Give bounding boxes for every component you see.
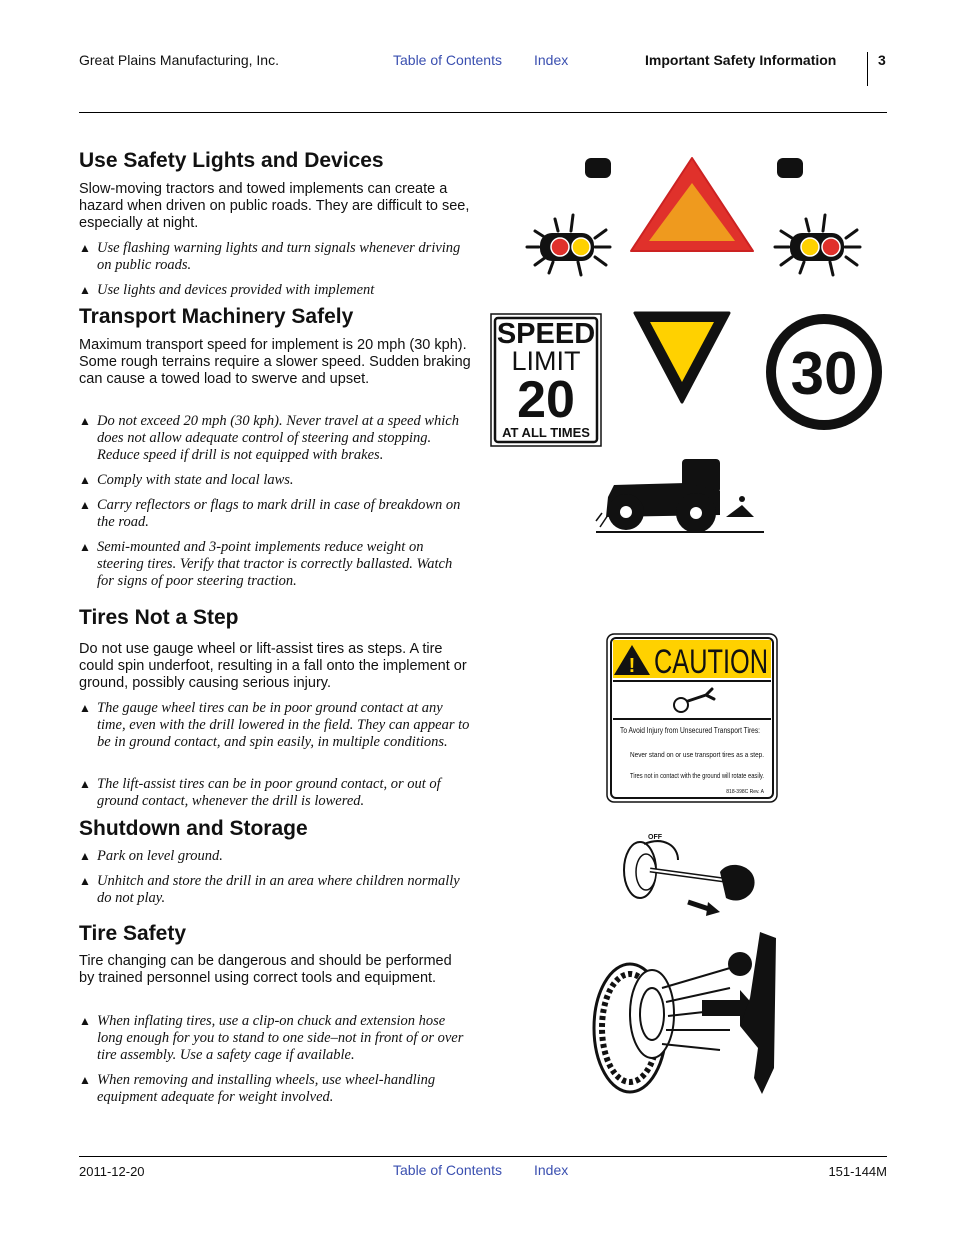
round-sign-number: 30	[790, 340, 858, 407]
list-item: ▲ Park on level ground.	[79, 848, 223, 864]
svg-text:!: !	[628, 655, 636, 677]
speed-sign-line2: LIMIT	[511, 346, 581, 376]
speed-sign-number: 20	[517, 371, 575, 429]
decal-title: To Avoid Injury from Unsecured Transport Tires:	[620, 726, 760, 735]
footer-date: 2011-12-20	[79, 1164, 145, 1179]
smv-emblem-icon	[631, 158, 753, 251]
paragraph-tires-not-step: Do not use gauge wheel or lift-assist tires as steps. A tire could spin underfoot, resulting in a fall onto the implement or ground, possibly causing serious injury.	[79, 641, 467, 691]
decal-part-number: 818-398C Rev. A	[726, 789, 764, 795]
key-off-label: OFF	[648, 834, 662, 841]
light-housing-icon	[585, 158, 611, 178]
footer-index-link[interactable]: Index	[534, 1162, 569, 1178]
flashing-light-right-icon	[775, 215, 860, 275]
smv-lights-figure	[515, 155, 870, 275]
heading-tires-not-step: Tires Not a Step	[79, 606, 239, 629]
header-rule	[79, 112, 887, 113]
footer-rule	[79, 1156, 887, 1157]
caution-decal	[606, 633, 778, 803]
company-name: Great Plains Manufacturing, Inc.	[79, 52, 279, 68]
caution-heading: CAUTION	[654, 643, 768, 681]
paragraph-safety-lights: Slow-moving tractors and towed implements can create a hazard when driven on public roads. They are difficult to see, especially at night.	[79, 181, 470, 231]
list-item: ▲ When removing and installing wheels, use wheel-handling equipment adequate for weight involved.	[79, 1072, 436, 1105]
heading-tire-safety: Tire Safety	[79, 922, 186, 945]
speed-sign-line1: SPEED	[496, 318, 596, 350]
light-housing-icon	[777, 158, 803, 178]
list-item: ▲ Comply with state and local laws.	[79, 472, 294, 488]
speed-sign-footer: AT ALL TIMES	[502, 425, 590, 440]
heading-safety-lights: Use Safety Lights and Devices	[79, 149, 384, 172]
heading-transport: Transport Machinery Safely	[79, 305, 354, 328]
header-index-link[interactable]: Index	[534, 52, 569, 68]
decal-item-1: Never stand on or use transport tires as a step.	[630, 750, 764, 759]
list-item: ▲ Semi-mounted and 3-point implements reduce weight on steering tires. Verify that tractor is correctly ballasted. Watch for signs of poor steering traction.	[79, 539, 453, 589]
list-item: ▲ When inflating tires, use a clip-on chuck and extension hose long enough for you to stand to one side–not in front of or over tire assembly. Use a safety cage if available.	[79, 1013, 464, 1063]
header-toc-link[interactable]: Table of Contents	[393, 52, 502, 68]
yield-sign-icon	[632, 310, 732, 406]
list-item: ▲ Unhitch and store the drill in an area where children normally do not play.	[79, 873, 460, 906]
list-item: ▲ Use flashing warning lights and turn signals whenever driving on public roads.	[79, 240, 461, 273]
footer-doc-code: 151-144M	[828, 1164, 887, 1179]
header-divider	[867, 52, 868, 86]
tractor-load-icon	[596, 455, 766, 535]
section-title: Important Safety Information	[645, 52, 837, 68]
list-item: ▲ Carry reflectors or flags to mark drill in case of breakdown on the road.	[79, 497, 461, 530]
speed-30-sign	[764, 312, 884, 432]
paragraph-tire-safety: Tire changing can be dangerous and should be performed by trained personnel using correct tools and equipment.	[79, 953, 452, 986]
list-item: ▲ The lift-assist tires can be in poor ground contact, or out of ground contact, whenever the drill is lowered.	[79, 776, 441, 809]
tire-explosion-icon	[590, 928, 780, 1098]
speed-limit-sign	[490, 313, 602, 447]
list-item: ▲ The gauge wheel tires can be in poor ground contact at any time, even with the drill lowered in the field. They can appear to be in ground contact, and spin easily, in multiple conditions.	[79, 700, 470, 750]
footer-toc-link[interactable]: Table of Contents	[393, 1162, 502, 1178]
list-item: ▲ Do not exceed 20 mph (30 kph). Never travel at a speed which does not allow adequate control of steering and stopping. Reduce speed if drill is not equipped with brakes.	[79, 413, 459, 463]
list-item: ▲ Use lights and devices provided with implement	[79, 282, 375, 298]
decal-item-2: Tires not in contact with the ground will rotate easily.	[630, 771, 764, 780]
flashing-light-left-icon	[527, 215, 610, 275]
ignition-key-icon	[620, 830, 760, 920]
heading-shutdown: Shutdown and Storage	[79, 817, 308, 840]
page-number: 3	[878, 52, 886, 68]
paragraph-transport: Maximum transport speed for implement is 20 mph (30 kph). Some rough terrains require a slower speed. Sudden braking can cause a towed load to swerve and upset.	[79, 337, 471, 387]
